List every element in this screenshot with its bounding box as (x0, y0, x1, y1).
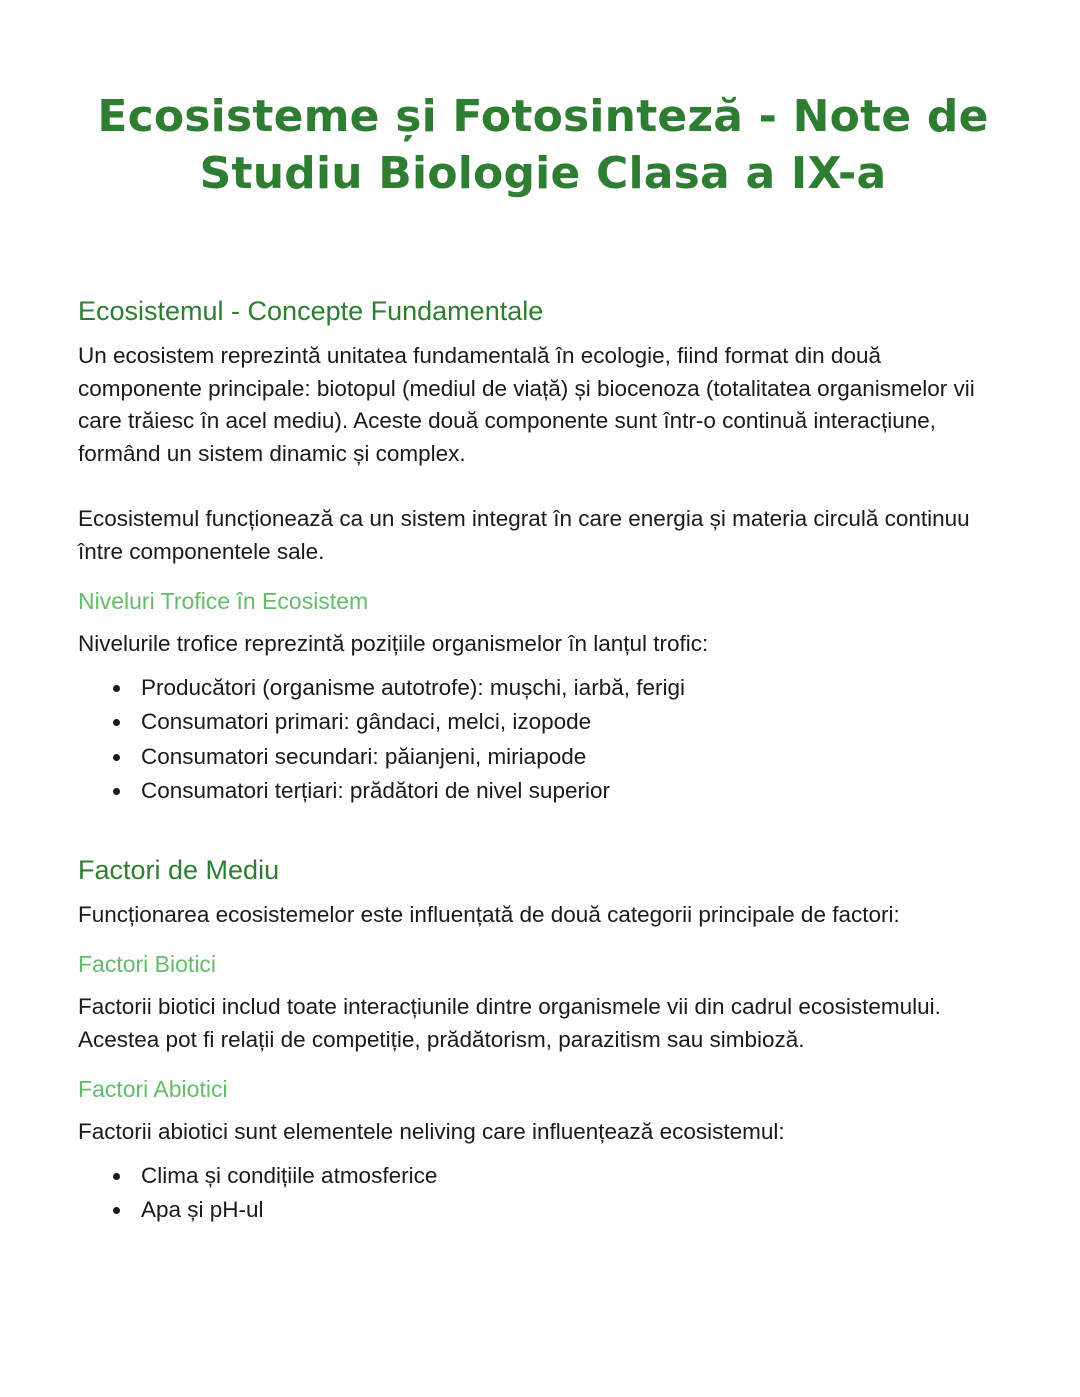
paragraph-niveluri-trofice: Nivelurile trofice reprezintă pozițiile organismelor în lanțul trofic: (78, 631, 709, 656)
paragraph-ecosistem-definition: Un ecosistem reprezintă unitatea fundamentală în ecologie, fiind format din două componente principale: biotopul (mediul de viață) și biocenoza (totalitatea organismelor vii care trăiesc în acel mediu). Aceste două componente sunt într-o continuă interacțiune, formând un sistem dinamic și complex. (78, 343, 975, 466)
list-item: Consumatori terțiari: prădători de nivel superior (141, 774, 1008, 809)
subheading-factori-biotici: Factori Biotici (78, 951, 217, 977)
subheading-factori-abiotici: Factori Abiotici (78, 1076, 228, 1102)
list-item: Producători (organisme autotrofe): mușchi, iarbă, ferigi (141, 671, 1008, 706)
paragraph-ecosistem-functioning: Ecosistemul funcționează ca un sistem integrat în care energia și materia circulă continuu între componentele sale. (78, 506, 970, 564)
paragraph-factori-intro: Funcționarea ecosistemelor este influențată de două categorii principale de factori: (78, 901, 900, 927)
list-item: Apa și pH-ul (141, 1193, 1008, 1228)
section-heading-factori-de-mediu: Factori de Mediu (78, 854, 280, 885)
list-item: Consumatori secundari: păianjeni, miriapode (141, 740, 1008, 775)
list-niveluri-trofice (78, 671, 1008, 809)
document-title: Ecosisteme și Fotosinteză - Note de Studiu Biologie Clasa a IX-a (97, 91, 989, 199)
paragraph-factori-abiotici: Factorii abiotici sunt elementele neliving care influențează ecosistemul: (78, 1119, 785, 1144)
subheading-niveluri-trofice: Niveluri Trofice în Ecosistem (78, 588, 369, 614)
list-item: Consumatori primari: gândaci, melci, izopode (141, 705, 1008, 740)
list-factori-abiotici (78, 1159, 1008, 1228)
paragraph-factori-biotici: Factorii biotici includ toate interacțiunile dintre organismele vii din cadrul ecosistemului. Acestea pot fi relații de competiție, prădătorism, parazitism sau simbioză. (78, 994, 941, 1052)
section-heading-ecosistemul: Ecosistemul - Concepte Fundamentale (78, 296, 544, 326)
list-item: Clima și condițiile atmosferice (141, 1159, 1008, 1194)
document-page (78, 88, 1008, 1228)
